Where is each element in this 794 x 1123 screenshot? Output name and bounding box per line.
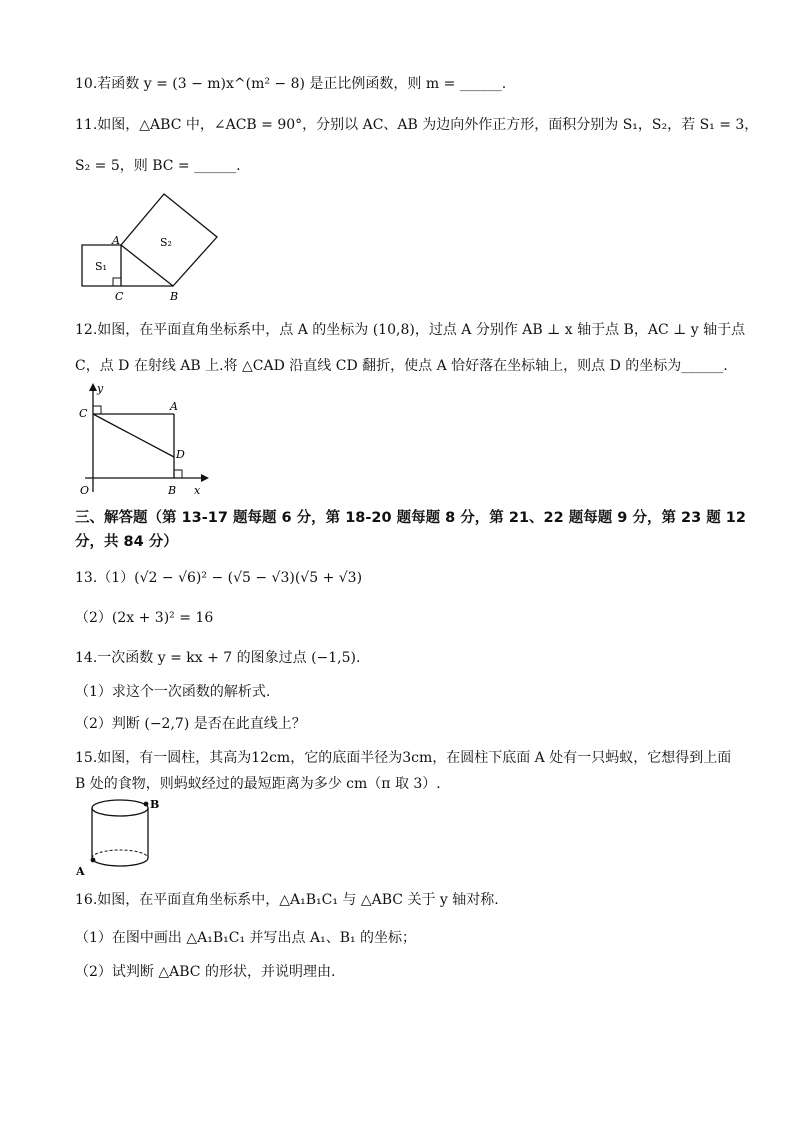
q14-stem: 14.一次函数 y = kx + 7 的图象过点 (−1,5). bbox=[75, 650, 361, 666]
q13-part1: 13.（1）(√2 − √6)² − (√5 − √3)(√5 + √3) bbox=[75, 570, 363, 586]
x-axis-arrow bbox=[201, 474, 209, 482]
label-b: B bbox=[168, 484, 177, 497]
y-axis-arrow bbox=[89, 383, 97, 391]
label-y: y bbox=[97, 382, 104, 395]
q14-part2: （2）判断 (−2,7) 是否在此直线上？ bbox=[75, 716, 306, 732]
label-s2: S₂ bbox=[160, 236, 172, 249]
label-b: B bbox=[170, 290, 179, 303]
q15-line2: B 处的食物，则蚂蚁经过的最短距离为多少 cm（π 取 3）. bbox=[75, 776, 441, 792]
q15-cylinder-figure bbox=[72, 796, 162, 878]
q11-figure bbox=[75, 190, 225, 305]
label-b: B bbox=[150, 798, 160, 811]
q13-part2: （2）(2x + 3)² = 16 bbox=[75, 610, 214, 626]
q12-line1: 12.如图，在平面直角坐标系中，点 A 的坐标为 (10,8)，过点 A 分别作 AB ⊥ x 轴于点 B，AC ⊥ y 轴于点 bbox=[75, 322, 746, 338]
label-s1: S₁ bbox=[95, 260, 107, 273]
point-b bbox=[144, 802, 149, 807]
q16-part2: （2）试判断 △ABC 的形状，并说明理由. bbox=[75, 964, 336, 980]
q15-line1: 15.如图，有一圆柱，其高为12cm，它的底面半径为3cm，在圆柱下底面 A 处有一只蚂蚁，它想得到上面 bbox=[75, 750, 732, 766]
section3-line2: 分，共 84 分） bbox=[75, 534, 178, 550]
point-a bbox=[91, 858, 96, 863]
q14-part1: （1）求这个一次函数的解析式. bbox=[75, 684, 271, 700]
section3-line1: 三、解答题（第 13-17 题每题 6 分，第 18-20 题每题 8 分，第 21、22 题每题 9 分，第 23 题 12 bbox=[75, 510, 746, 526]
q10-text: 10.若函数 y = (3 − m)x^(m² − 8) 是正比例函数，则 m = ______. bbox=[75, 76, 507, 92]
q12-line2: C，点 D 在射线 AB 上.将 △CAD 沿直线 CD 翻折，使点 A 恰好落在坐标轴上，则点 D 的坐标为______. bbox=[75, 358, 728, 374]
label-c: C bbox=[79, 407, 88, 420]
label-a: A bbox=[112, 234, 120, 247]
label-o: O bbox=[80, 484, 90, 497]
q12-figure bbox=[75, 380, 215, 500]
label-d: D bbox=[176, 448, 185, 461]
label-c: C bbox=[115, 290, 124, 303]
q16-stem: 16.如图，在平面直角坐标系中，△A₁B₁C₁ 与 △ABC 关于 y 轴对称. bbox=[75, 892, 499, 908]
label-x: x bbox=[194, 484, 201, 497]
label-a: A bbox=[170, 400, 178, 413]
q11-line1: 11.如图，△ABC 中，∠ACB = 90°，分别以 AC、AB 为边向外作正方形，面积分别为 S₁，S₂，若 S₁ = 3， bbox=[75, 117, 759, 133]
q16-part1: （1）在图中画出 △A₁B₁C₁ 并写出点 A₁、B₁ 的坐标； bbox=[75, 930, 417, 946]
right-angle-mark bbox=[113, 278, 121, 286]
label-a: A bbox=[76, 865, 85, 878]
q11-line2: S₂ = 5，则 BC = ______. bbox=[75, 158, 241, 174]
